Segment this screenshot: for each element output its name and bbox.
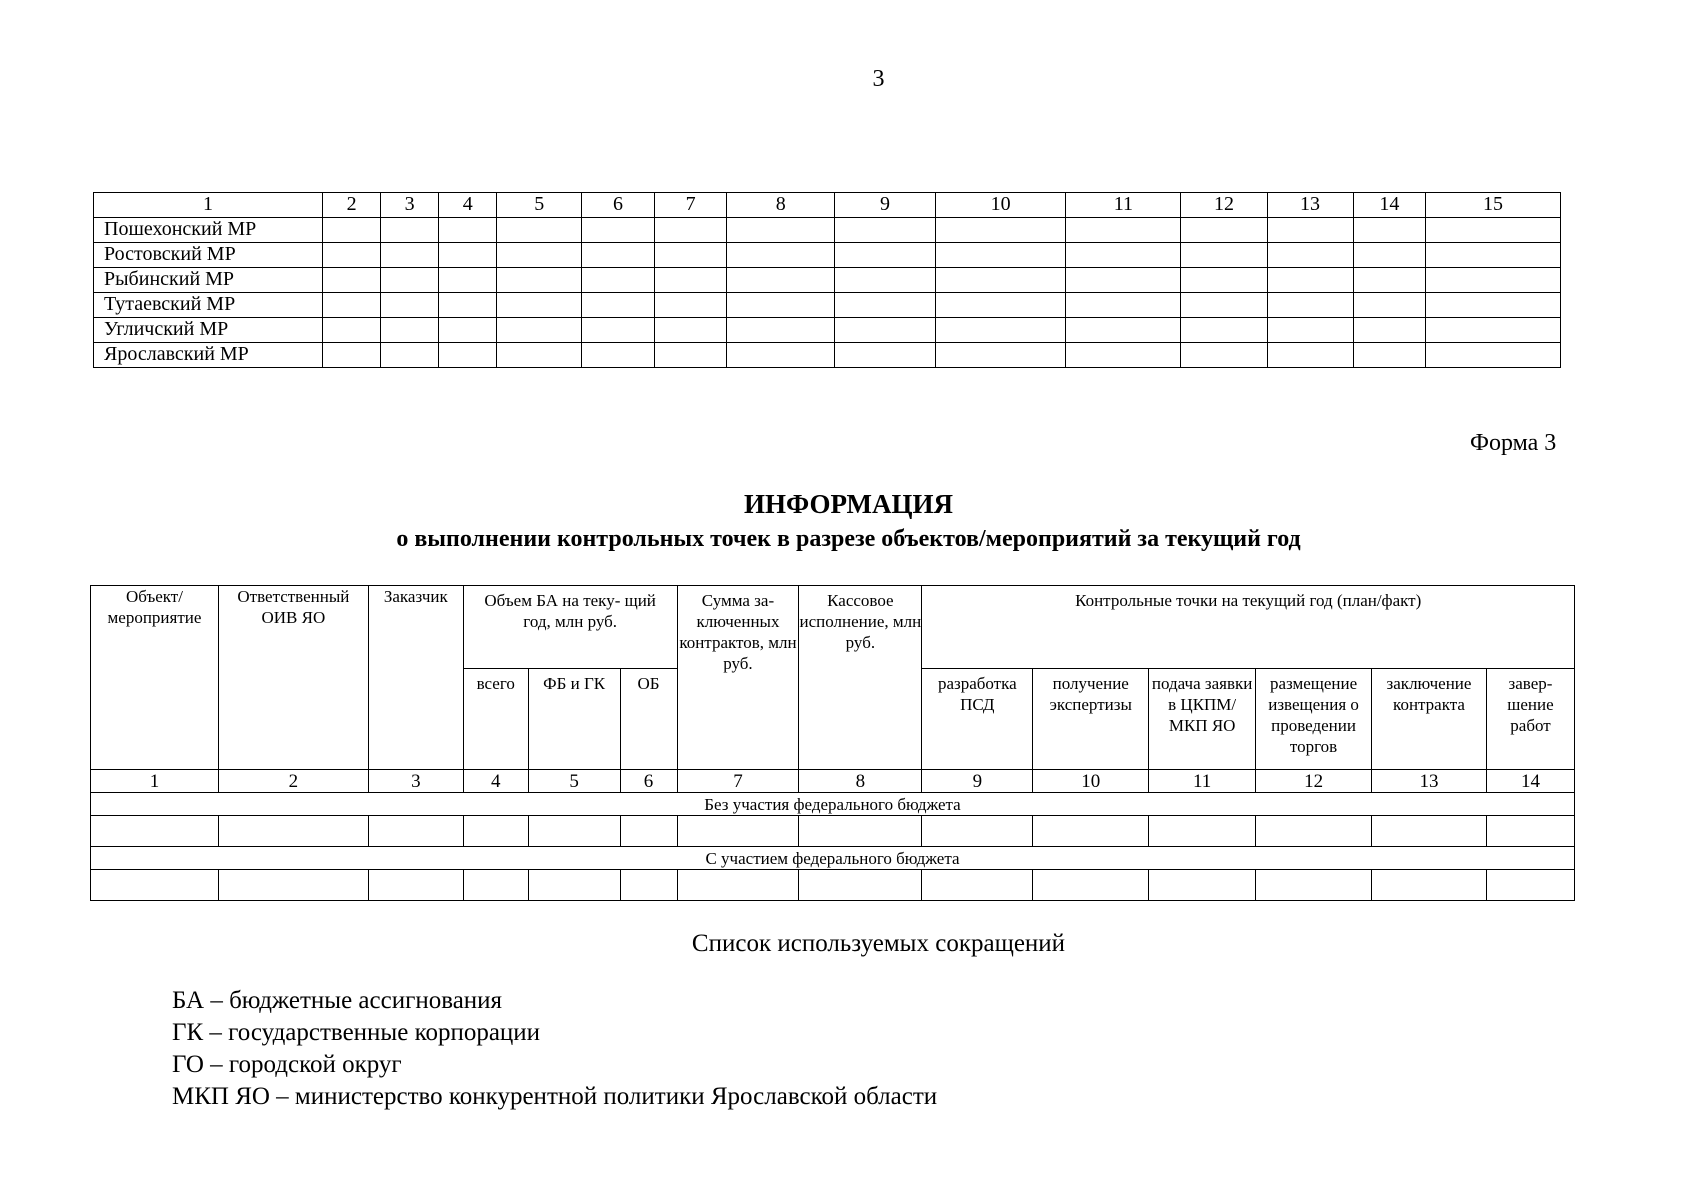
header-responsible: Ответственный ОИВ ЯО [218, 586, 368, 770]
column-number: 5 [528, 770, 620, 793]
header-checkpoints: Контрольные точки на текущий год (план/факт) [922, 586, 1575, 669]
column-number: 1 [91, 770, 219, 793]
document-title: ИНФОРМАЦИЯ [744, 489, 953, 519]
column-number: 3 [368, 770, 463, 793]
header-application: подача заявки в ЦКПМ/ МКП ЯО [1149, 669, 1256, 770]
header-psd: разработка ПСД [922, 669, 1033, 770]
header-customer: Заказчик [368, 586, 463, 770]
header-contracts: Сумма за- ключенных контрактов, млн руб. [677, 586, 799, 770]
column-number: 2 [218, 770, 368, 793]
abbreviations-list [172, 985, 937, 1113]
municipal-table [93, 192, 1561, 368]
header-cell: 12 [1181, 193, 1267, 218]
header-cell: 8 [727, 193, 835, 218]
column-number: 13 [1372, 770, 1487, 793]
header-cell: 3 [381, 193, 439, 218]
municipality-name: Пошехонский МР [94, 218, 323, 243]
municipality-name: Ростовский МР [94, 243, 323, 268]
checkpoints-table [90, 585, 1575, 901]
column-number: 4 [463, 770, 528, 793]
table-row [91, 816, 1575, 847]
column-number: 14 [1486, 770, 1574, 793]
abbreviation-item: МКП ЯО – министерство конкурентной политики Ярославской области [172, 1083, 938, 1110]
section-row [91, 847, 1575, 870]
header-contract: заключение контракта [1372, 669, 1487, 770]
header-cell: 11 [1066, 193, 1181, 218]
table-row [94, 293, 1561, 318]
header-fb-gk: ФБ и ГК [528, 669, 620, 770]
header-cell: 10 [935, 193, 1066, 218]
header-notice: размещение извещения о проведении торгов [1256, 669, 1372, 770]
column-number: 10 [1033, 770, 1149, 793]
abbreviation-item: БА – бюджетные ассигнования [172, 987, 503, 1014]
abbreviation-item: ГК – государственные корпорации [172, 1019, 541, 1046]
form-label: Форма 3 [1470, 430, 1557, 456]
header-completion: завер- шение работ [1486, 669, 1574, 770]
header-expertise: получение экспертизы [1033, 669, 1149, 770]
table-row [94, 218, 1561, 243]
section-label: Без участия федерального бюджета [91, 793, 1575, 816]
header-cell: 9 [835, 193, 936, 218]
header-cell: 13 [1267, 193, 1353, 218]
municipality-name: Тутаевский МР [94, 293, 323, 318]
column-numbers-row [91, 770, 1575, 793]
header-cell: 6 [582, 193, 655, 218]
header-cell: 5 [497, 193, 582, 218]
table-row [94, 243, 1561, 268]
column-number: 7 [677, 770, 799, 793]
header-cell: 1 [94, 193, 323, 218]
column-number: 12 [1256, 770, 1372, 793]
header-total: всего [463, 669, 528, 770]
column-number: 8 [799, 770, 922, 793]
header-object: Объект/ мероприятие [91, 586, 219, 770]
municipality-name: Ярославский МР [94, 343, 323, 368]
table-row [91, 870, 1575, 901]
column-number: 6 [620, 770, 677, 793]
column-number: 9 [922, 770, 1033, 793]
header-cell: 14 [1353, 193, 1426, 218]
municipality-name: Рыбинский МР [94, 268, 323, 293]
page-number: 3 [872, 66, 885, 92]
table-row [94, 318, 1561, 343]
header-cell: 7 [654, 193, 727, 218]
abbreviations-title: Список используемых сокращений [691, 930, 1066, 957]
header-cash: Кассовое исполнение, млн руб. [799, 586, 922, 770]
abbreviation-item: ГО – городской округ [172, 1051, 402, 1078]
table-header-row [94, 193, 1561, 218]
header-volume: Объем БА на теку- щий год, млн руб. [463, 586, 677, 669]
municipality-name: Угличский МР [94, 318, 323, 343]
section-label: С участием федерального бюджета [91, 847, 1575, 870]
header-ob: ОБ [620, 669, 677, 770]
table-row [94, 268, 1561, 293]
section-row [91, 793, 1575, 816]
header-cell: 2 [323, 193, 381, 218]
header-cell: 15 [1426, 193, 1561, 218]
document-subtitle: о выполнении контрольных точек в разрезе объектов/мероприятий за текущий год [396, 526, 1301, 552]
table-header-row [91, 586, 1575, 669]
header-cell: 4 [439, 193, 497, 218]
column-number: 11 [1149, 770, 1256, 793]
table-row [94, 343, 1561, 368]
